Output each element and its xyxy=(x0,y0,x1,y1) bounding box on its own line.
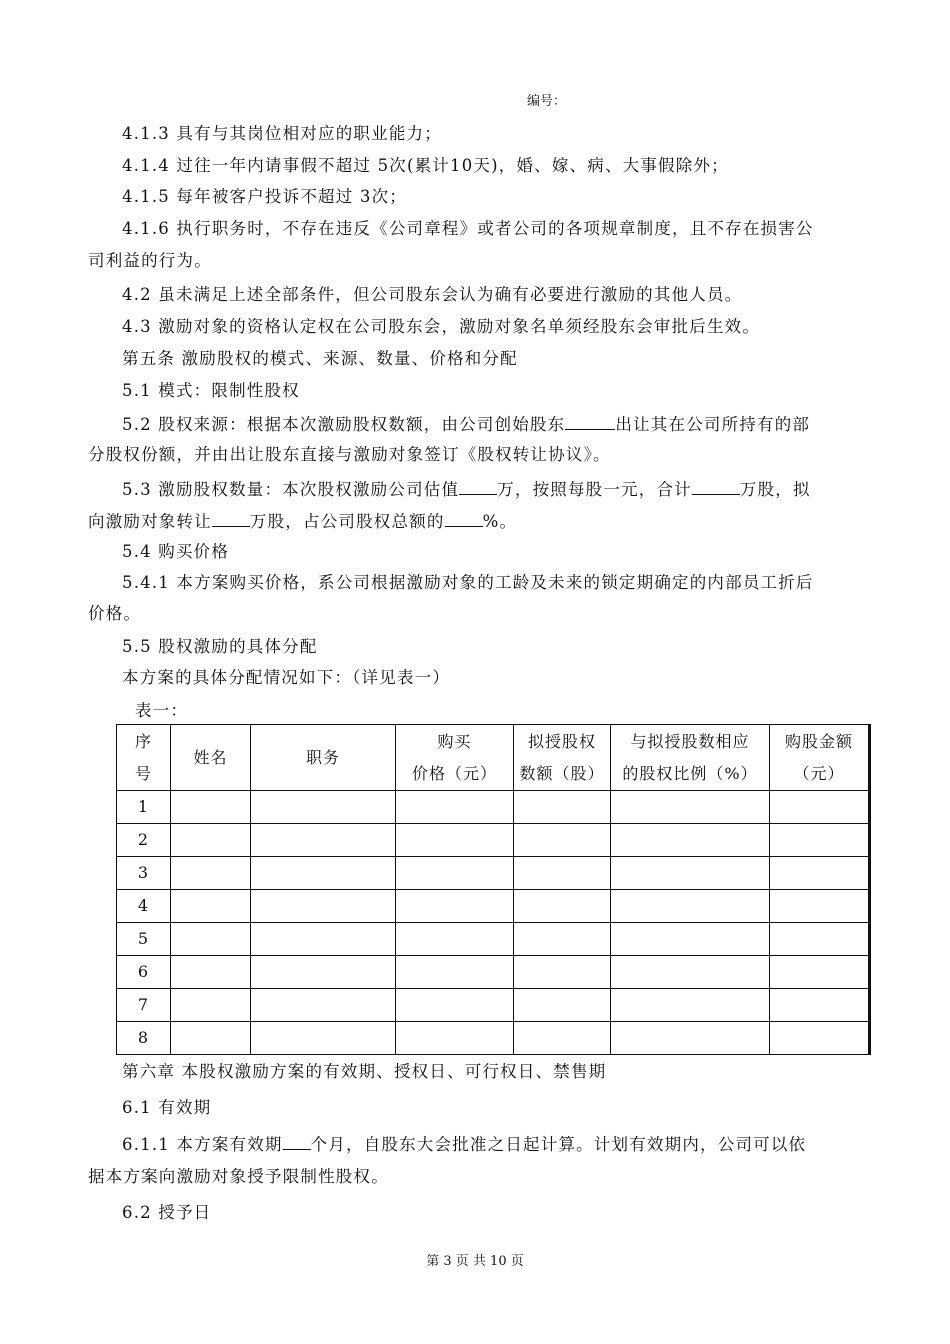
cell-ratio[interactable] xyxy=(611,923,770,956)
cell-position[interactable] xyxy=(251,857,396,890)
row-number: 1 xyxy=(117,791,171,824)
cell-position[interactable] xyxy=(251,890,396,923)
cell-name[interactable] xyxy=(171,923,251,956)
cell-shares[interactable] xyxy=(514,890,611,923)
clause-5-2-line2: 分股权份额，并由出让股东直接与激励对象签订《股权转让协议》。 xyxy=(88,445,611,464)
row-number: 7 xyxy=(117,989,171,1022)
clause-5-3-text-c: 万股，拟 xyxy=(739,480,811,499)
cell-position[interactable] xyxy=(251,791,396,824)
clause-6-1-1-line1 xyxy=(122,1133,806,1155)
cell-position[interactable] xyxy=(251,989,396,1022)
header-ratio: 与拟授股数相应 的股权比例（%） xyxy=(611,725,770,791)
table-row xyxy=(117,857,870,890)
founder-blank[interactable] xyxy=(565,413,615,430)
header-price: 购买 价格（元） xyxy=(396,725,514,791)
cell-price[interactable] xyxy=(396,890,514,923)
transfer-shares-blank[interactable] xyxy=(212,510,250,527)
header-position: 职务 xyxy=(251,725,396,791)
cell-shares[interactable] xyxy=(514,989,611,1022)
cell-amount[interactable] xyxy=(770,989,870,1022)
clause-4-3: 4.3 激励对象的资格认定权在公司股东会，激励对象名单须经股东会审批后生效。 xyxy=(122,317,761,336)
chapter-6-heading: 第六章 本股权激励方案的有效期、授权日、可行权日、禁售期 xyxy=(122,1062,607,1081)
cell-ratio[interactable] xyxy=(611,956,770,989)
header-name: 姓名 xyxy=(171,725,251,791)
clause-5-3-line2 xyxy=(88,510,517,532)
cell-shares[interactable] xyxy=(514,1022,611,1055)
clause-4-1-4: 4.1.4 过往一年内请事假不超过 5次(累计10天)，婚、嫁、病、大事假除外； xyxy=(122,156,729,175)
article-5-heading: 第五条 激励股权的模式、来源、数量、价格和分配 xyxy=(122,349,518,368)
cell-ratio[interactable] xyxy=(611,1022,770,1055)
clause-5-2-line1 xyxy=(122,413,810,435)
row-number: 3 xyxy=(117,857,171,890)
table-row xyxy=(117,989,870,1022)
clause-5-4-1-line1: 5.4.1 本方案购买价格，系公司根据激励对象的工龄及未来的锁定期确定的内部员工折后 xyxy=(122,573,814,592)
cell-shares[interactable] xyxy=(514,956,611,989)
cell-name[interactable] xyxy=(171,890,251,923)
percentage-blank[interactable] xyxy=(445,510,483,527)
table-row xyxy=(117,1022,870,1055)
clause-6-1: 6.1 有效期 xyxy=(122,1098,212,1117)
clause-4-1-6-line2: 司利益的行为。 xyxy=(88,251,212,270)
clause-5-3-line1 xyxy=(122,478,811,500)
valuation-blank[interactable] xyxy=(459,478,497,495)
clause-5-3-text-a: 5.3 激励股权数量：本次股权激励公司估值 xyxy=(122,480,460,499)
cell-price[interactable] xyxy=(396,824,514,857)
row-number: 2 xyxy=(117,824,171,857)
clause-4-2: 4.2 虽未满足上述全部条件，但公司股东会认为确有必要进行激励的其他人员。 xyxy=(122,285,743,304)
cell-name[interactable] xyxy=(171,1022,251,1055)
clause-4-1-6-line1: 4.1.6 执行职务时，不存在违反《公司章程》或者公司的各项规章制度，且不存在损害公 xyxy=(122,219,814,238)
cell-ratio[interactable] xyxy=(611,824,770,857)
allocation-table xyxy=(116,724,871,1055)
cell-price[interactable] xyxy=(396,791,514,824)
clause-6-1-1-line2: 据本方案向激励对象授予限制性股权。 xyxy=(88,1167,389,1186)
clause-6-2: 6.2 授予日 xyxy=(122,1203,212,1222)
cell-price[interactable] xyxy=(396,923,514,956)
cell-amount[interactable] xyxy=(770,890,870,923)
cell-name[interactable] xyxy=(171,956,251,989)
cell-amount[interactable] xyxy=(770,923,870,956)
cell-position[interactable] xyxy=(251,1022,396,1055)
cell-price[interactable] xyxy=(396,1022,514,1055)
table-row xyxy=(117,923,870,956)
cell-ratio[interactable] xyxy=(611,890,770,923)
header-amount: 购股金额 （元） xyxy=(770,725,870,791)
clause-5-4: 5.4 购买价格 xyxy=(122,542,230,561)
cell-price[interactable] xyxy=(396,989,514,1022)
clause-5-4-1-line2: 价格。 xyxy=(88,604,142,623)
clause-4-1-3: 4.1.3 具有与其岗位相对应的职业能力； xyxy=(122,124,442,143)
clause-5-3-text-f: %。 xyxy=(482,512,518,531)
clause-5-1: 5.1 模式：限制性股权 xyxy=(122,381,300,400)
cell-ratio[interactable] xyxy=(611,989,770,1022)
row-number: 4 xyxy=(117,890,171,923)
row-number: 6 xyxy=(117,956,171,989)
header-seq: 序 号 xyxy=(117,725,171,791)
header-shares: 拟授股权 数额（股） xyxy=(514,725,611,791)
cell-price[interactable] xyxy=(396,956,514,989)
validity-months-blank[interactable] xyxy=(283,1133,311,1150)
row-number: 5 xyxy=(117,923,171,956)
serial-number-label: 编号： xyxy=(527,94,567,109)
row-number: 8 xyxy=(117,1022,171,1055)
clause-6-1-1-text-a: 6.1.1 本方案有效期 xyxy=(122,1135,283,1154)
table-row xyxy=(117,791,870,824)
clause-5-5-description: 本方案的具体分配情况如下：（详见表一） xyxy=(122,668,451,687)
cell-position[interactable] xyxy=(251,923,396,956)
cell-name[interactable] xyxy=(171,824,251,857)
table-header-row xyxy=(117,725,870,791)
cell-name[interactable] xyxy=(171,989,251,1022)
cell-name[interactable] xyxy=(171,857,251,890)
cell-shares[interactable] xyxy=(514,923,611,956)
clause-5-3-text-b: 万，按照每股一元，合计 xyxy=(497,480,692,499)
cell-amount[interactable] xyxy=(770,1022,870,1055)
cell-shares[interactable] xyxy=(514,857,611,890)
cell-amount[interactable] xyxy=(770,824,870,857)
total-shares-blank[interactable] xyxy=(692,478,740,495)
cell-amount[interactable] xyxy=(770,956,870,989)
cell-ratio[interactable] xyxy=(611,857,770,890)
cell-ratio[interactable] xyxy=(611,791,770,824)
table-row xyxy=(117,890,870,923)
cell-price[interactable] xyxy=(396,857,514,890)
cell-amount[interactable] xyxy=(770,791,870,824)
clause-5-2-text-b: 出让其在公司所持有的部 xyxy=(615,415,811,434)
cell-shares[interactable] xyxy=(514,791,611,824)
clause-6-1-1-text-b: 个月，自股东大会批准之日起计算。计划有效期内，公司可以依 xyxy=(310,1135,807,1154)
table-row xyxy=(117,956,870,989)
cell-position[interactable] xyxy=(251,956,396,989)
cell-shares[interactable] xyxy=(514,824,611,857)
table-caption: 表一： xyxy=(135,701,189,720)
clause-5-3-text-d: 向激励对象转让 xyxy=(88,512,212,531)
page-number: 第 3 页 共 10 页 xyxy=(426,1254,524,1269)
clause-5-3-text-e: 万股，占公司股权总额的 xyxy=(249,512,445,531)
cell-position[interactable] xyxy=(251,824,396,857)
table-row xyxy=(117,824,870,857)
clause-4-1-5: 4.1.5 每年被客户投诉不超过 3次； xyxy=(122,187,407,206)
clause-5-2-text-a: 5.2 股权来源：根据本次激励股权数额，由公司创始股东 xyxy=(122,415,566,434)
clause-5-5: 5.5 股权激励的具体分配 xyxy=(122,637,318,656)
cell-name[interactable] xyxy=(171,791,251,824)
cell-amount[interactable] xyxy=(770,857,870,890)
